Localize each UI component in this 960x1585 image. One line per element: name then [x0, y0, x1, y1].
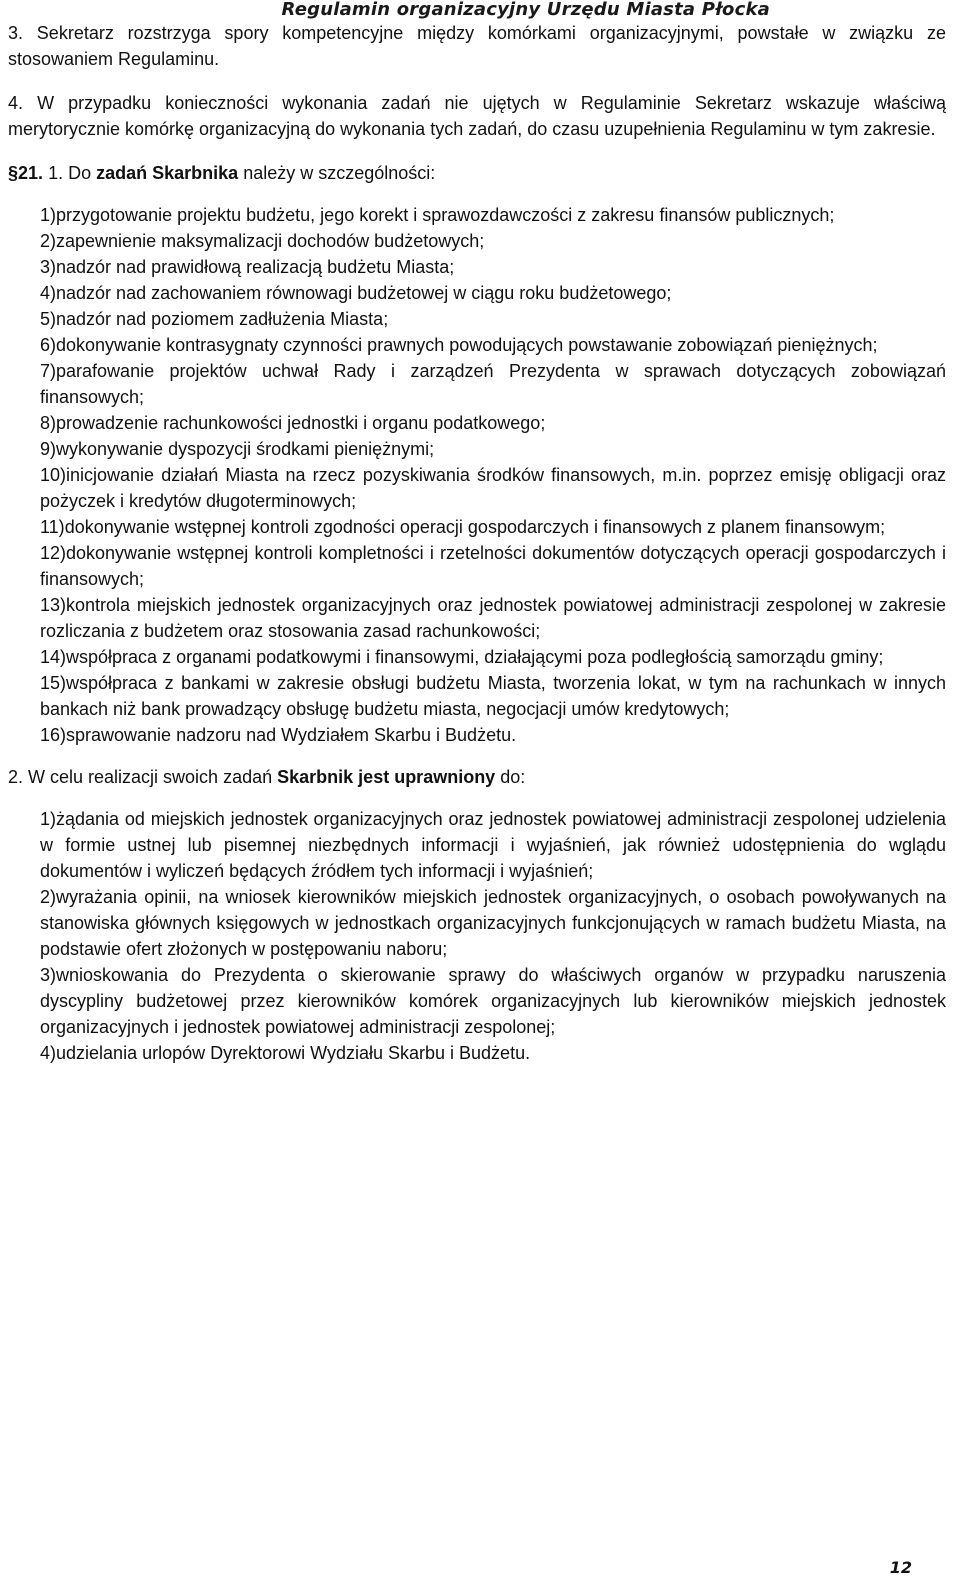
duty-item-number: 2): [40, 231, 57, 251]
duty-item: [40, 722, 946, 748]
paragraph-bold-phrase: zadań Skarbnika: [96, 163, 239, 183]
duty-item: [40, 644, 946, 670]
duty-item-number: 12): [40, 543, 67, 563]
power-item-text: udzielania urlopów Dyrektorowi Wydziału Skarbu i Budżetu.: [56, 1043, 531, 1063]
power-item-text: wyrażania opinii, na wniosek kierowników miejskich jednostek organizacyjnych, o osobach powoływanych na stanowiska głównych księgowych w jednostkach organizacyjnych funkcjonujących w ramach budżetu Miasta, na podstawie ofert złożonych w postępowaniu naboru;: [40, 887, 946, 959]
duty-item-text: nadzór nad poziomem zadłużenia Miasta;: [56, 309, 389, 329]
duty-item: [40, 254, 946, 280]
page-header-title: Regulamin organizacyjny Urzędu Miasta Płocka: [281, 0, 770, 20]
duty-item-text: przygotowanie projektu budżetu, jego korekt i sprawozdawczości z zakresu finansów publicznych;: [56, 205, 835, 225]
duty-item-number: 15): [40, 673, 67, 693]
duty-item-number: 11): [40, 517, 65, 537]
duty-item-number: 7): [40, 361, 57, 381]
duty-item: [40, 410, 946, 436]
duty-item: [40, 358, 946, 410]
duty-item: [40, 670, 946, 722]
duty-item-text: dokonywanie wstępnej kontroli kompletności i rzetelności dokumentów dotyczących operacji gospodarczych i finansowych;: [40, 543, 946, 589]
document-body: [8, 20, 946, 1066]
duty-item-text: dokonywanie wstępnej kontroli zgodności operacji gospodarczych i finansowych z planem finansowym;: [64, 517, 886, 537]
duty-item: [40, 436, 946, 462]
duty-item-number: 9): [40, 439, 57, 459]
duty-item-text: prowadzenie rachunkowości jednostki i organu podatkowego;: [56, 413, 546, 433]
paragraph-3: 3. Sekretarz rozstrzyga spory kompetencyjne między komórkami organizacyjnymi, powstałe w związku ze stosowaniem Regulaminu.: [8, 23, 946, 69]
power-item-number: 3): [40, 965, 57, 985]
duty-item-text: wykonywanie dyspozycji środkami pieniężnymi;: [56, 439, 435, 459]
paragraph-2-rest: do:: [500, 767, 526, 787]
duty-item: [40, 306, 946, 332]
duty-item: [40, 592, 946, 644]
section-21-paragraph-1: [8, 160, 946, 186]
paragraph-2-bold: Skarbnik jest uprawniony: [277, 767, 496, 787]
duty-item-text: kontrola miejskich jednostek organizacyjnych oraz jednostek powiatowej administracji zespolonej w zakresie rozliczania z budżetem oraz stosowania zasad rachunkowości;: [40, 595, 946, 641]
duty-item-text: sprawowanie nadzoru nad Wydziałem Skarbu i Budżetu.: [66, 725, 517, 745]
duty-item: [40, 540, 946, 592]
duty-item: [40, 462, 946, 514]
power-item: [40, 884, 946, 962]
duty-item-number: 4): [40, 283, 57, 303]
duty-item-text: dokonywanie kontrasygnaty czynności prawnych powodujących powstawanie zobowiązań pieniężnych;: [56, 335, 878, 355]
power-item-number: 2): [40, 887, 57, 907]
section-sign: §21.: [8, 163, 44, 183]
duty-item-number: 1): [40, 205, 57, 225]
duty-item-text: inicjowanie działań Miasta na rzecz pozyskiwania środków finansowych, m.in. poprzez emisję obligacji oraz pożyczek i kredytów długoterminowych;: [40, 465, 946, 511]
page-number: 12: [889, 1558, 912, 1577]
duty-item-number: 3): [40, 257, 57, 277]
duty-item-text: nadzór nad zachowaniem równowagi budżetowej w ciągu roku budżetowego;: [56, 283, 672, 303]
duty-item-number: 10): [40, 465, 67, 485]
power-item: [40, 962, 946, 1040]
duty-item-text: nadzór nad prawidłową realizacją budżetu Miasta;: [56, 257, 455, 277]
duty-item: [40, 280, 946, 306]
power-item-text: wnioskowania do Prezydenta o skierowanie sprawy do właściwych organów w przypadku naruszenia dyscypliny budżetowej przez kierowników komórek organizacyjnych lub kierowników miejskich jednostek organizacyjnych i jednostek powiatowej administracji zespolonej;: [40, 965, 946, 1037]
paragraph-rest: należy w szczególności:: [243, 163, 436, 183]
duty-item-text: zapewnienie maksymalizacji dochodów budżetowych;: [56, 231, 485, 251]
duty-item-number: 16): [40, 725, 67, 745]
paragraph-number: 1.: [48, 163, 64, 183]
duty-item-text: współpraca z organami podatkowymi i finansowymi, działającymi poza podległością samorządu gminy;: [66, 647, 884, 667]
duty-item-number: 13): [40, 595, 67, 615]
duty-item-number: 8): [40, 413, 57, 433]
duty-item: [40, 228, 946, 254]
power-item: [40, 806, 946, 884]
duty-item-number: 5): [40, 309, 57, 329]
power-item-text: żądania od miejskich jednostek organizacyjnych oraz jednostek powiatowej administracji zespolonej udzielenia w formie ustnej lub pisemnej niezbędnych informacji i wyjaśnień, jak również udostępnienia do wglądu dokumentów i wyliczeń będących źródłem tych informacji i wyjaśnień;: [40, 809, 946, 881]
duty-item-number: 6): [40, 335, 57, 355]
duty-item-text: współpraca z bankami w zakresie obsługi budżetu Miasta, tworzenia lokat, w tym na rachunkach w innych bankach niż bank prowadzący obsługę budżetu miasta, negocjacji umów kredytowych;: [40, 673, 946, 719]
duty-item-number: 14): [40, 647, 67, 667]
duty-item: [40, 514, 946, 540]
power-item-number: 1): [40, 809, 57, 829]
section-21-paragraph-2: [8, 764, 946, 790]
paragraph-4: 4. W przypadku konieczności wykonania zadań nie ujętych w Regulaminie Sekretarz wskazuje właściwą merytorycznie komórkę organizacyjną do wykonania tych zadań, do czasu uzupełnienia Regulaminu w tym zakresie.: [8, 93, 946, 139]
duty-item: [40, 332, 946, 358]
power-item: [40, 1040, 946, 1066]
paragraph-2-lead: 2. W celu realizacji swoich zadań: [8, 767, 273, 787]
skarbnik-powers-list: [40, 806, 946, 1066]
duty-item: [40, 202, 946, 228]
paragraph-lead: Do: [68, 163, 92, 183]
duty-item-text: parafowanie projektów uchwał Rady i zarządzeń Prezydenta w sprawach dotyczących zobowiązań finansowych;: [40, 361, 946, 407]
power-item-number: 4): [40, 1043, 57, 1063]
skarbnik-duties-list: [40, 202, 946, 748]
